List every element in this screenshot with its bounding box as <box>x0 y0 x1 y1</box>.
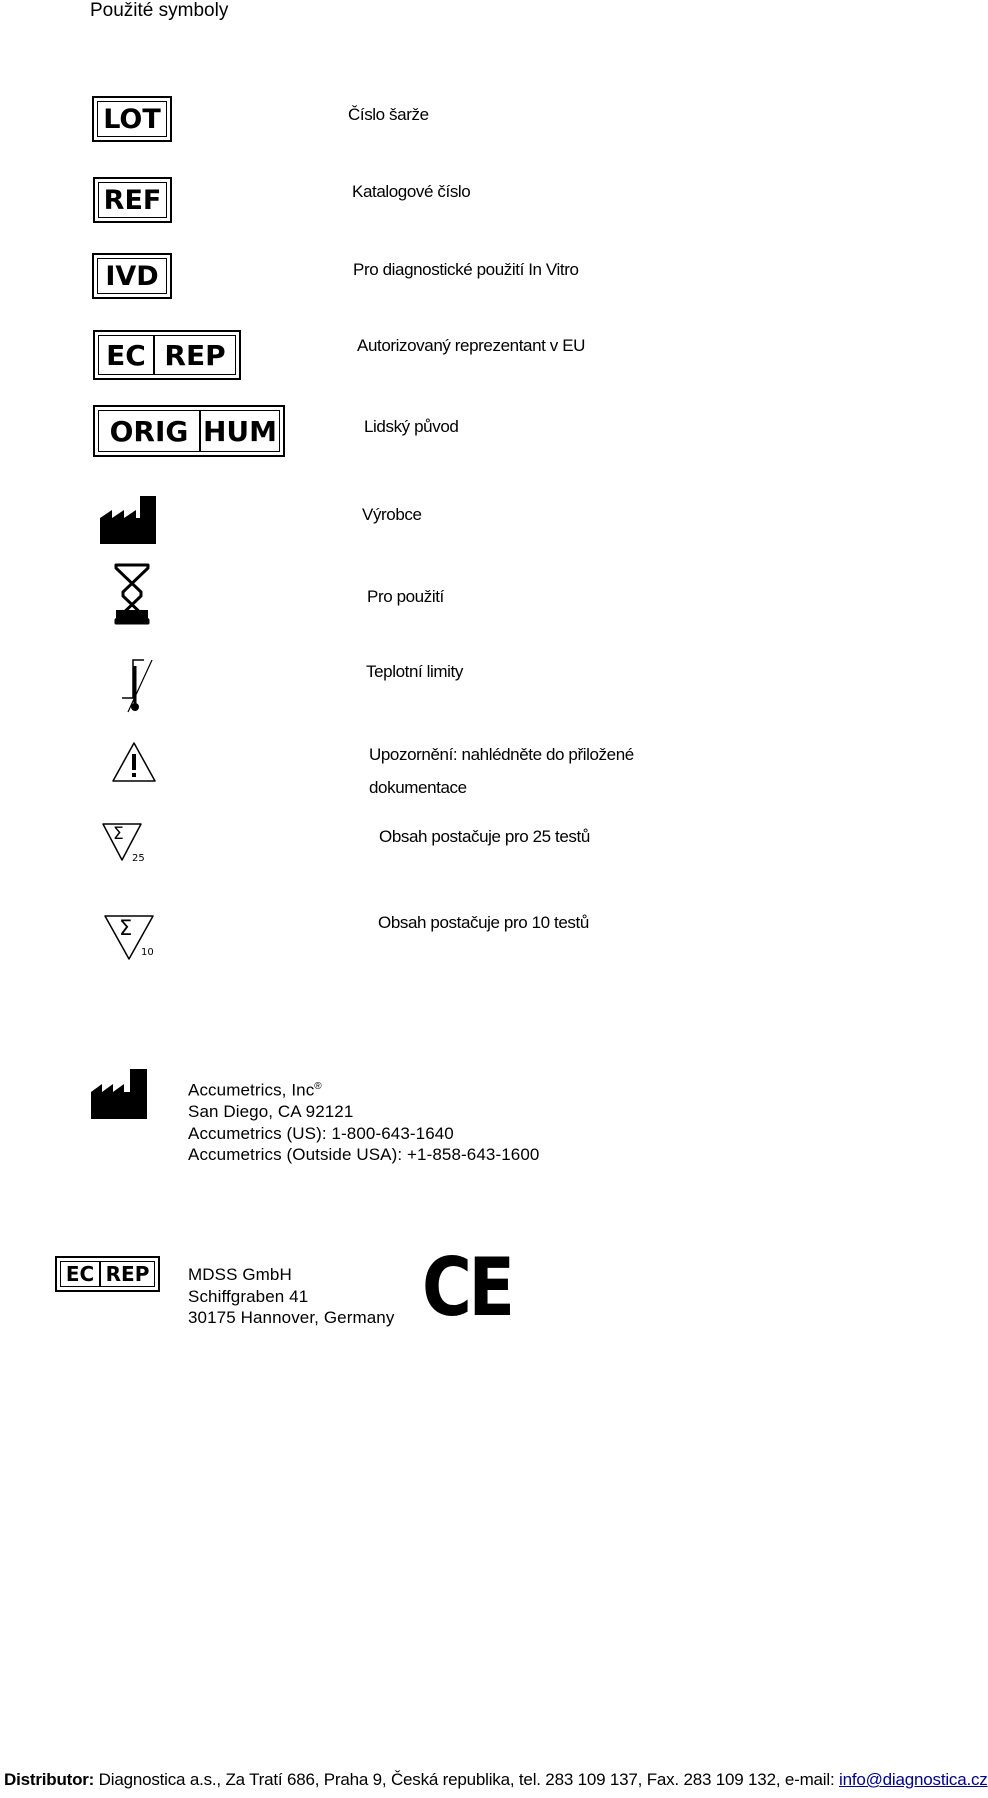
warning-icon <box>110 740 158 784</box>
ec-rep-icon: EC REP <box>55 1256 160 1292</box>
footer-distributor: Distributor: Diagnostica a.s., Za Tratí 686, Praha 9, Česká republika, tel. 283 109 137, Fax. 283 109 132, e-mail: info@diagnostica.cz <box>4 1770 988 1789</box>
manufacturer-icon <box>90 1068 148 1120</box>
symbol-label-ref: Katalogové číslo <box>352 182 471 201</box>
symbol-label-ivd: Pro diagnostické použití In Vitro <box>353 260 579 279</box>
symbol-label-warning: Upozornění: nahlédněte do přiložené dokumentace <box>369 745 634 797</box>
symbol-label-manufacturer: Výrobce <box>362 505 422 524</box>
ec-rep-icon: EC REP <box>93 330 241 380</box>
ec-rep-address: MDSS GmbH Schiffgraben 41 30175 Hannover, Germany <box>188 1265 395 1327</box>
ce-mark-icon: CE <box>422 1241 512 1334</box>
manufacturer-address: Accumetrics, Inc® San Diego, CA 92121 Accumetrics (US): 1-800-643-1640 Accumetrics (Outside USA): +1-858-643-1600 <box>188 1080 540 1165</box>
sigma-25-icon: Σ 25 <box>101 822 153 868</box>
symbol-label-hourglass: Pro použití <box>367 587 444 606</box>
ivd-icon: IVD <box>92 253 172 299</box>
symbol-label-orighum: Lidský původ <box>364 417 459 436</box>
lot-icon: LOT <box>92 96 172 142</box>
symbol-label-sigma-25: Obsah postačuje pro 25 testů <box>379 827 590 846</box>
sigma-10-icon: Σ 10 <box>103 914 159 964</box>
page-title: Použité symboly <box>90 0 229 21</box>
footer-email-link[interactable]: info@diagnostica.cz <box>839 1770 988 1789</box>
symbol-label-sigma-10: Obsah postačuje pro 10 testů <box>378 913 589 932</box>
orighum-icon: ORIG HUM <box>93 405 285 457</box>
ref-icon: REF <box>93 177 172 223</box>
thermometer-icon <box>120 656 160 714</box>
symbol-label-ec-rep: Autorizovaný reprezentant v EU <box>357 336 586 355</box>
symbol-label-thermometer: Teplotní limity <box>366 662 463 681</box>
hourglass-icon <box>113 562 151 626</box>
manufacturer-icon <box>98 494 158 546</box>
symbol-label-lot: Číslo šarže <box>348 105 429 124</box>
